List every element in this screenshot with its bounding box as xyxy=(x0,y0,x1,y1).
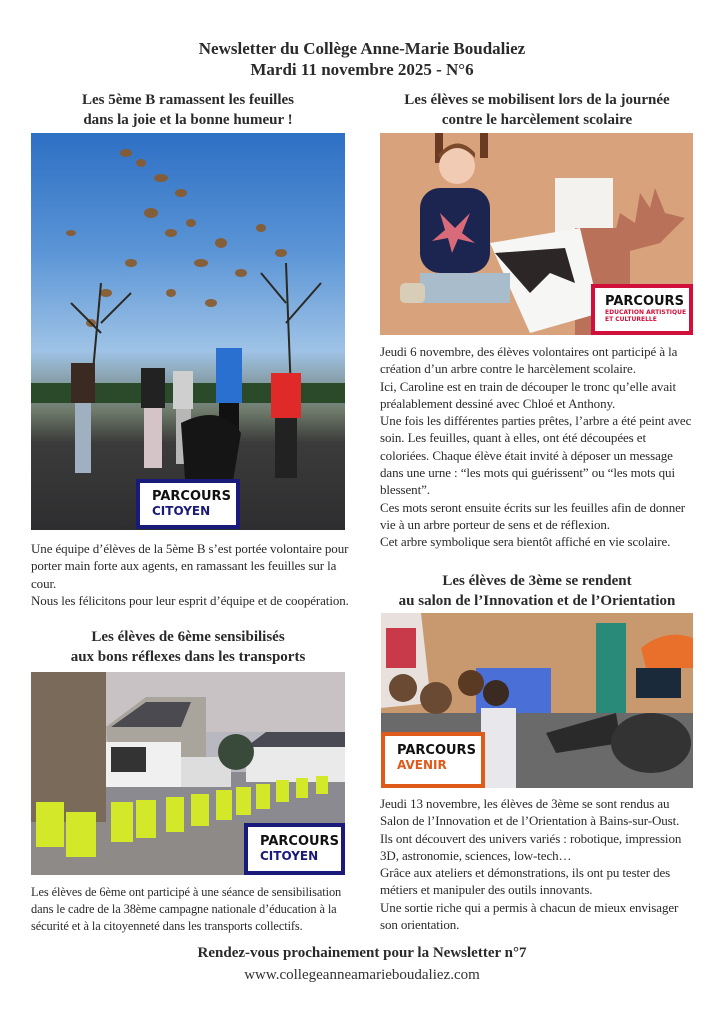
article-body-harassment xyxy=(380,343,698,551)
paragraph: Nous les félicitons pour leur esprit d’équipe et de coopération. xyxy=(31,592,349,608)
badge-parcours-avenir xyxy=(381,732,485,788)
badge-label: PARCOURS xyxy=(397,743,476,758)
article-body-leaves xyxy=(31,540,349,609)
paragraph: Jeudi 6 novembre, des élèves volontaires ont participé à la création d’un arbre contre le harcèlement scolaire. xyxy=(380,344,678,377)
article-title-line: au salon de l’Innovation et de l’Orientation xyxy=(398,593,676,609)
photo-harassment xyxy=(380,133,693,335)
article-title-line: Les élèves de 3ème se rendent xyxy=(442,573,632,589)
article-title-transports xyxy=(30,627,346,667)
paragraph: Jeudi 13 novembre, les élèves de 3ème se sont rendus au Salon de l’Innovation et de l’Orientation à Bains-sur-Oust. xyxy=(380,796,680,829)
footer-website-link[interactable]: www.collegeanneamarieboudaliez.com xyxy=(244,967,480,983)
badge-category: CITOYEN xyxy=(260,849,319,863)
badge-label: PARCOURS xyxy=(605,294,684,309)
badge-parcours-citoyen xyxy=(136,479,240,529)
article-body-innovation xyxy=(380,795,698,933)
article-title-line: aux bons réflexes dans les transports xyxy=(70,649,306,665)
article-title-innovation xyxy=(372,571,702,611)
paragraph: Ces mots seront ensuite écrits sur les feuilles afin de donner vie à un arbre porteur de sens et de réflexion. xyxy=(380,499,686,532)
badge-label: PARCOURS xyxy=(152,489,231,504)
paragraph: Cet arbre symbolique sera bientôt affiché en vie scolaire. xyxy=(380,534,671,550)
paragraph: Une équipe d’élèves de la 5ème B s’est portée volontaire pour porter main forte aux agents, en ramassant les feuilles sur la cour. xyxy=(31,541,349,591)
badge-parcours-eac xyxy=(591,284,693,335)
footer-next-newsletter: Rendez-vous prochainement pour la Newsletter n°7 xyxy=(197,945,527,961)
badge-category: CITOYEN xyxy=(152,504,211,518)
photo-leaves xyxy=(31,133,345,530)
badge-category: ET CULTURELLE xyxy=(605,316,657,323)
badge-category: EDUCATION ARTISTIQUE xyxy=(605,309,687,316)
article-title-harassment xyxy=(372,90,702,130)
paragraph: Ils ont découvert des univers variés : robotique, impression 3D, astronomie, sciences, low-tech… xyxy=(380,830,682,863)
article-title-line: dans la joie et la bonne humeur ! xyxy=(83,112,293,128)
article-title-line: Les élèves se mobilisent lors de la journée xyxy=(404,92,670,108)
photo-innovation xyxy=(381,613,693,788)
paragraph: Les élèves de 6ème ont participé à une séance de sensibilisation dans le cadre de la 38ème campagne nationale d’éducation à la sécurité et à la citoyenneté dans les transports collectifs. xyxy=(31,885,342,933)
article-body-transports xyxy=(31,884,349,935)
article-title-leaves xyxy=(30,90,346,130)
article-title-line: contre le harcèlement scolaire xyxy=(441,112,633,128)
paragraph: Une fois les différentes parties prêtes, l’arbre a été peint avec soin. Les feuilles, quant à elles, ont été découpées et coloriées. Chaque élève était invité à déposer un message dans une urne : “les mots qui guérissent” ou “les mots qui blessent”. xyxy=(380,413,692,498)
newsletter-date: Mardi 11 novembre 2025 - N°6 xyxy=(250,60,474,79)
badge-label: PARCOURS xyxy=(260,834,339,849)
badge-category: AVENIR xyxy=(397,758,447,772)
newsletter-title: Newsletter du Collège Anne-Marie Boudaliez xyxy=(198,39,526,58)
paragraph: Grâce aux ateliers et démonstrations, ils ont pu tester des métiers et manipuler des outils innovants. xyxy=(380,865,671,898)
photo-leaves-illustration xyxy=(31,133,345,530)
badge-parcours-citoyen-2 xyxy=(244,823,345,875)
article-title-line: Les élèves de 6ème sensibilisés xyxy=(91,629,285,645)
paragraph: Une sortie riche qui a permis à chacun de mieux envisager son orientation. xyxy=(380,899,679,933)
article-title-line: Les 5ème B ramassent les feuilles xyxy=(81,92,295,108)
paragraph: Ici, Caroline est en train de découper le tronc qu’elle avait préalablement dessiné avec Chloé et Anthony. xyxy=(380,378,677,411)
photo-transports xyxy=(31,672,345,875)
